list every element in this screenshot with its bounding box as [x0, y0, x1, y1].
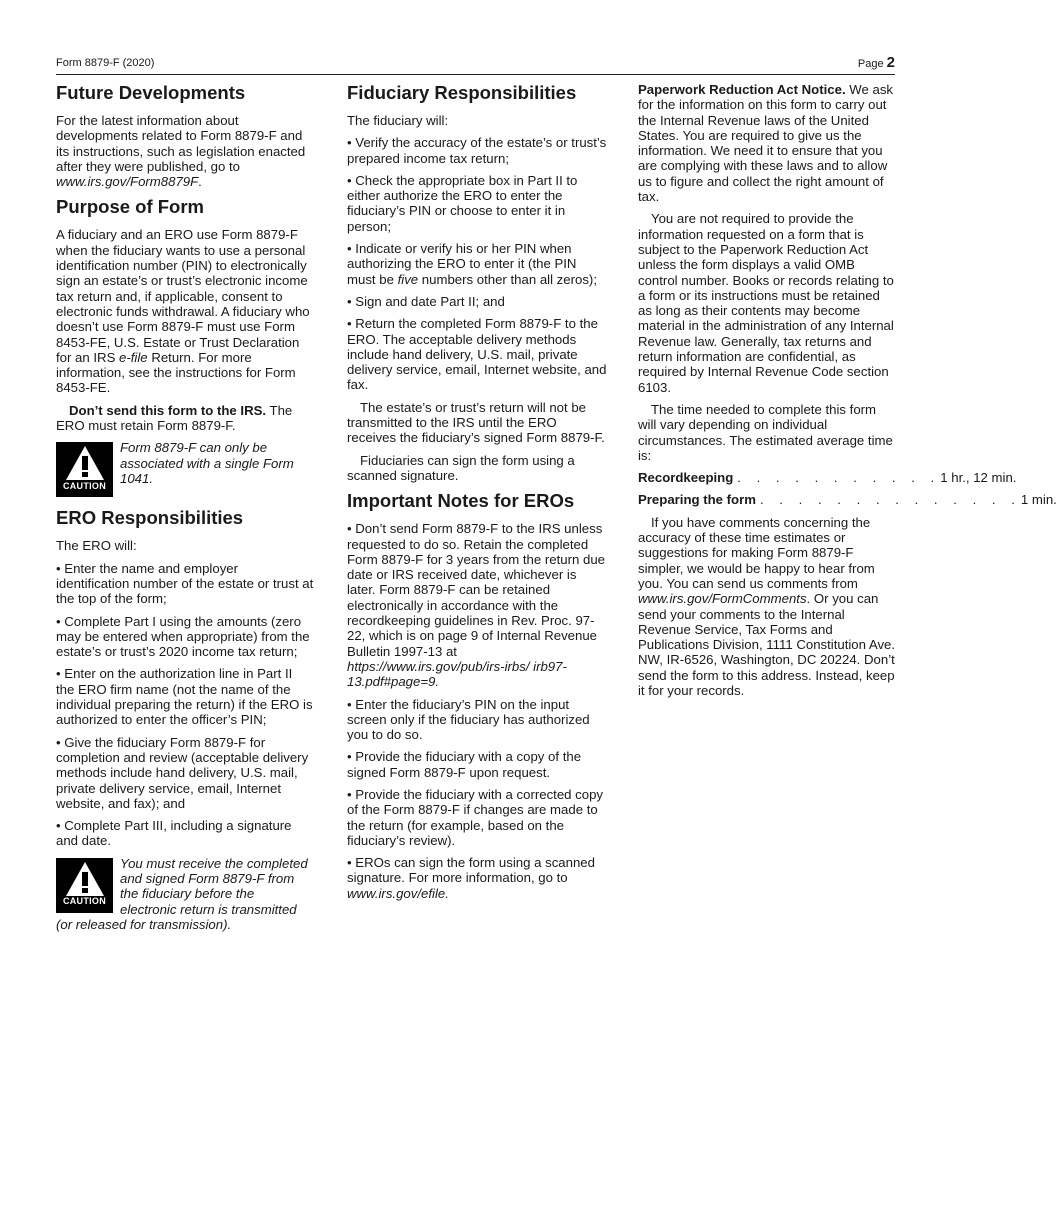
caution-note-1: CAUTION Form 8879-F can only be associated with a single Form 1041.	[56, 440, 314, 499]
leader-dots: . . . . . . . . . . . . . .	[759, 492, 1021, 508]
page-indicator	[858, 54, 895, 71]
fiduciary-paragraph: The estate’s or trust’s return will not be transmitted to the IRS until the ERO receives the fiduciary’s signed Form 8879-F.	[347, 399, 605, 446]
ero-item: • Enter the name and employer identification number of the estate or trust at the top of the form;	[56, 560, 314, 607]
pra-notice: Paperwork Reduction Act Notice. We ask for the information on this form to carry out the Internal Revenue laws of the United States. You are required to give us the information. We need it to ensure that you are complying with these laws and to allow us to figure and collect the right amount of tax.	[638, 82, 894, 205]
comments-paragraph: If you have comments concerning the accuracy of these time estimates or suggestions for making Form 8879-F simpler, we would be happy to hear from you. You can send us comments from www.irs.gov/FormComments. Or you can send your comments to the Internal Revenue Service, Tax Forms and Publications Division, 1111 Constitution Ave. NW, IR-6526, Washington, DC 20224. Don’t send the form to this address. Instead, keep it for your records.	[638, 514, 896, 698]
efile-link[interactable]: www.irs.gov/efile	[347, 885, 446, 901]
ero-item: • Give the fiduciary Form 8879-F for completion and review (acceptable delivery methods include hand delivery, U.S. mail, private delivery service, email, Internet website, and fax); and	[56, 734, 309, 811]
important-notes-title: Important Notes for EROs	[347, 490, 575, 512]
form-id: Form 8879-F (2020)	[56, 57, 155, 69]
fiduciary-item: • Sign and date Part II; and	[347, 293, 505, 309]
future-developments-text: For the latest information about developments related to Form 8879-F and its instructions, such as legislation enacted after they were published, go to www.irs.gov/Form8879F.	[56, 113, 306, 190]
pra-paragraph: You are not required to provide the information requested on a form that is subject to the Paperwork Reduction Act unless the form displays a valid OMB control number. Books or records relating to a form or its instructions must be retained as long as their contents may become material in the administration of any Internal Revenue law. Generally, tax returns and return information are confidential, as required by Internal Revenue Code section 6103.	[638, 211, 894, 395]
caution-note-2: CAUTION You must receive the completed and signed Form 8879-F from the fiduciary before the electronic return is transmitted (or released for transmission).	[56, 855, 308, 932]
irb-link[interactable]: https://www.irs.gov/pub/irs-irbs/ irb97-13.pdf#page=9	[347, 658, 567, 690]
purpose-title: Purpose of Form	[56, 196, 205, 218]
fiduciary-item: • Verify the accuracy of the estate’s or trust’s prepared income tax return;	[347, 135, 607, 166]
caution-badge: CAUTION	[56, 442, 113, 497]
preparing-row: Preparing the form . . . . . . . . . . . . . . 1 min.	[638, 492, 1057, 508]
fiduciary-paragraph: Fiduciaries can sign the form using a scanned signature.	[347, 452, 575, 483]
page-number: 2	[886, 54, 895, 71]
note-item: • Provide the fiduciary with a copy of the signed Form 8879-F upon request.	[347, 749, 582, 780]
ero-item: • Enter on the authorization line in Part II the ERO firm name (not the name of the individual preparing the return) if the ERO is authorized to enter the officer’s PIN;	[56, 666, 313, 728]
column-3	[638, 82, 1057, 705]
form8879f-link[interactable]: www.irs.gov/Form8879F	[56, 174, 199, 190]
future-developments-title: Future Developments	[56, 82, 246, 103]
recordkeeping-row: Recordkeeping . . . . . . . . . . . 1 hr., 12 min.	[638, 470, 1017, 486]
warning-icon	[65, 861, 105, 897]
fiduciary-item: • Check the appropriate box in Part II to either authorize the ERO to enter the fiduciary’s PIN or choose to enter it in person;	[347, 172, 578, 234]
page-header	[56, 54, 895, 75]
warning-icon	[65, 445, 105, 481]
fiduciary-intro: The fiduciary will:	[347, 113, 449, 128]
dont-send-note: Don’t send this form to the IRS. The ERO must retain Form 8879-F.	[56, 402, 293, 434]
note-item: • Don’t send Form 8879-F to the IRS unless requested to do so. Retain the completed Form 8879-F for 3 years from the return due date or IRS received date, whichever is later. Form 8879-F can be retained electronically in accordance with the recordkeeping guidelines in Rev. Proc. 97-22, which is on page 9 of Internal Revenue Bulletin 1997-13 at https://www.irs.gov/pub/irs-irbs/ irb97-13.pdf#page=9.	[347, 521, 605, 690]
ero-item: • Complete Part I using the amounts (zero may be entered when appropriate) from the estate’s or trust’s 2020 income tax return;	[56, 613, 310, 660]
formcomments-link[interactable]: www.irs.gov/FormComments	[638, 591, 807, 607]
column-1	[56, 82, 314, 940]
fiduciary-item: • Return the completed Form 8879-F to the ERO. The acceptable delivery methods include hand delivery, U.S. mail, private delivery service, email, Internet website, and fax.	[347, 316, 607, 393]
fiduciary-item: • Indicate or verify his or her PIN when authorizing the ERO to enter it (the PIN must be five numbers other than all zeros);	[347, 241, 597, 287]
column-2	[347, 82, 607, 908]
pra-paragraph: The time needed to complete this form will vary depending on individual circumstances. The estimated average time is:	[638, 401, 893, 463]
purpose-text: A fiduciary and an ERO use Form 8879-F when the fiduciary wants to use a personal identification number (PIN) to electronically sign an estate’s or trust’s electronic income tax return and, if applicable, consent to electronic funds withdrawal. A fiduciary who doesn’t use Form 8879-F must use Form 8453-FE, U.S. Estate or Trust Declaration for an IRS e-file Return. For more information, see the instructions for Form 8453-FE.	[56, 227, 310, 396]
note-item: • Enter the fiduciary’s PIN on the input screen only if the fiduciary has authorized you to do so.	[347, 696, 590, 743]
caution-badge: CAUTION	[56, 858, 113, 913]
note-item: • Provide the fiduciary with a corrected copy of the Form 8879-F if changes are made to the return (for example, based on the fiduciary’s review).	[347, 786, 604, 848]
note-item: • EROs can sign the form using a scanned signature. For more information, go to www.irs.gov/efile.	[347, 855, 595, 901]
ero-responsibilities-title: ERO Responsibilities	[56, 507, 244, 529]
ero-intro: The ERO will:	[56, 538, 137, 554]
fiduciary-responsibilities-title: Fiduciary Responsibilities	[347, 82, 577, 103]
ero-item: • Complete Part III, including a signature and date.	[56, 818, 292, 849]
leader-dots: . . . . . . . . . . .	[737, 470, 941, 486]
page-label: Page	[857, 58, 884, 70]
